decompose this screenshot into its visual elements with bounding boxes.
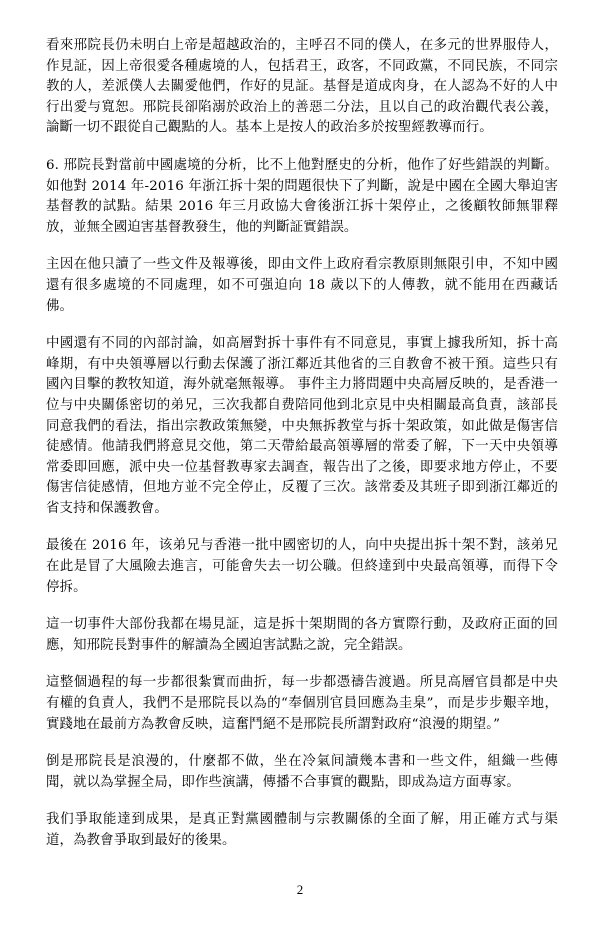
document-body bbox=[46, 36, 558, 869]
paragraph-2: 6. 邢院長對當前中國處境的分析，比不上他對歷史的分析，他作了好些錯誤的判斷。如他對 2014 年-2016 年浙江拆十架的問題很快下了判斷，說是中國在全國大舉迫害基督教的試點。結果 2016 年三月政協大會後浙江拆十架停止，之後顧牧師無罪釋放，並無全國迫害基督教發生，他的判斷証實錯誤。 bbox=[46, 157, 558, 235]
paragraph-1: 看來邢院長仍未明白上帝是超越政治的，主呼召不同的僕人，在多元的世界服侍人，作見証，因上帝很愛各種處境的人，包括君王，政客，不同政黨，不同民族，不同宗教的人，差派僕人去關愛他們，作好的見証。基督是道成肉身，在人認為不好的人中行出愛与寬恕。邢院長卻陷溺於政治上的善惡二分法，且以自己的政治觀代表公義，論斷一切不跟從自己觀點的人。基本上是按人的政治多於按聖經教導而行。 bbox=[46, 38, 558, 136]
paragraph-5: 最後在 2016 年，该弟兄与香港一批中國密切的人，向中央提出拆十架不對，該弟兄在此是冒了大風險去進言，可能會失去一切公職。但終達到中央最高領導，而得下令停拆。 bbox=[46, 538, 558, 595]
paragraph-9: 我们爭取能達到成果，是真正對黨國體制与宗教關係的全面了解，用正確方式与渠道，為教會爭取到最好的後果。 bbox=[46, 812, 558, 848]
page-number: 2 bbox=[296, 882, 304, 897]
paragraph-4: 中國還有不同的內部討論，如高層對拆十事件有不同意見，事實上據我所知，拆十高峰期，有中央領導層以行動去保護了浙江鄰近其他省的三自教會不被干預。這些只有國內目擊的教牧知道，海外就毫無報導。 事件主力將問題中央高層反映的，是香港一位与中央關係密切的弟兄，三次我都自费陪同他到北京見中央相關最高負責，該部長同意我們的看法，指出宗教政策無變，中央無拆教堂与拆十架政策，如此做是傷害信徒感情。他請我們將意見交他，第二天帶給最高領導層的常委了解，下一天中央領導常委即回應，派中央一位基督教專家去調查，報告出了之後，即要求地方停止，不要傷害信徒感情，但地方並不完全停止，反覆了三次。該常委及其班子即到浙江鄰近的省支持和保護教會。 bbox=[46, 336, 558, 516]
paragraph-3: 主因在他只讀了一些文件及報導後，即由文件上政府看宗教原則無限引申，不知中國還有很多處境的不同處理，如不可强迫向 18 歲以下的人傳教，就不能用在西藏话佛。 bbox=[46, 257, 558, 314]
paragraph-7: 這整個過程的每一步都很紮實而曲折，每一步都憑禱告渡過。所見高層官員都是中央有權的負責人，我們不是邢院長以為的“奉個別官員回應為圭臬”，而是步步艱辛地，實踐地在最前方為教會反映，這奮鬥絕不是邢院長所謂對政府“浪漫的期望。” bbox=[46, 675, 558, 732]
paragraph-8: 倒是邢院長是浪漫的，什麼都不做，坐在冷氣间讀幾本書和一些文件，組織一些傳聞，就以為掌握全局，即作些演講，傳播不合事實的觀點，即成為這方面專家。 bbox=[46, 754, 558, 790]
paragraph-6: 這一切事件大部份我都在場見証，這是拆十架期間的各方實際行動，及政府正面的回應，知邢院長對事件的解讀為全國迫害試點之說，完全錯誤。 bbox=[46, 617, 558, 653]
